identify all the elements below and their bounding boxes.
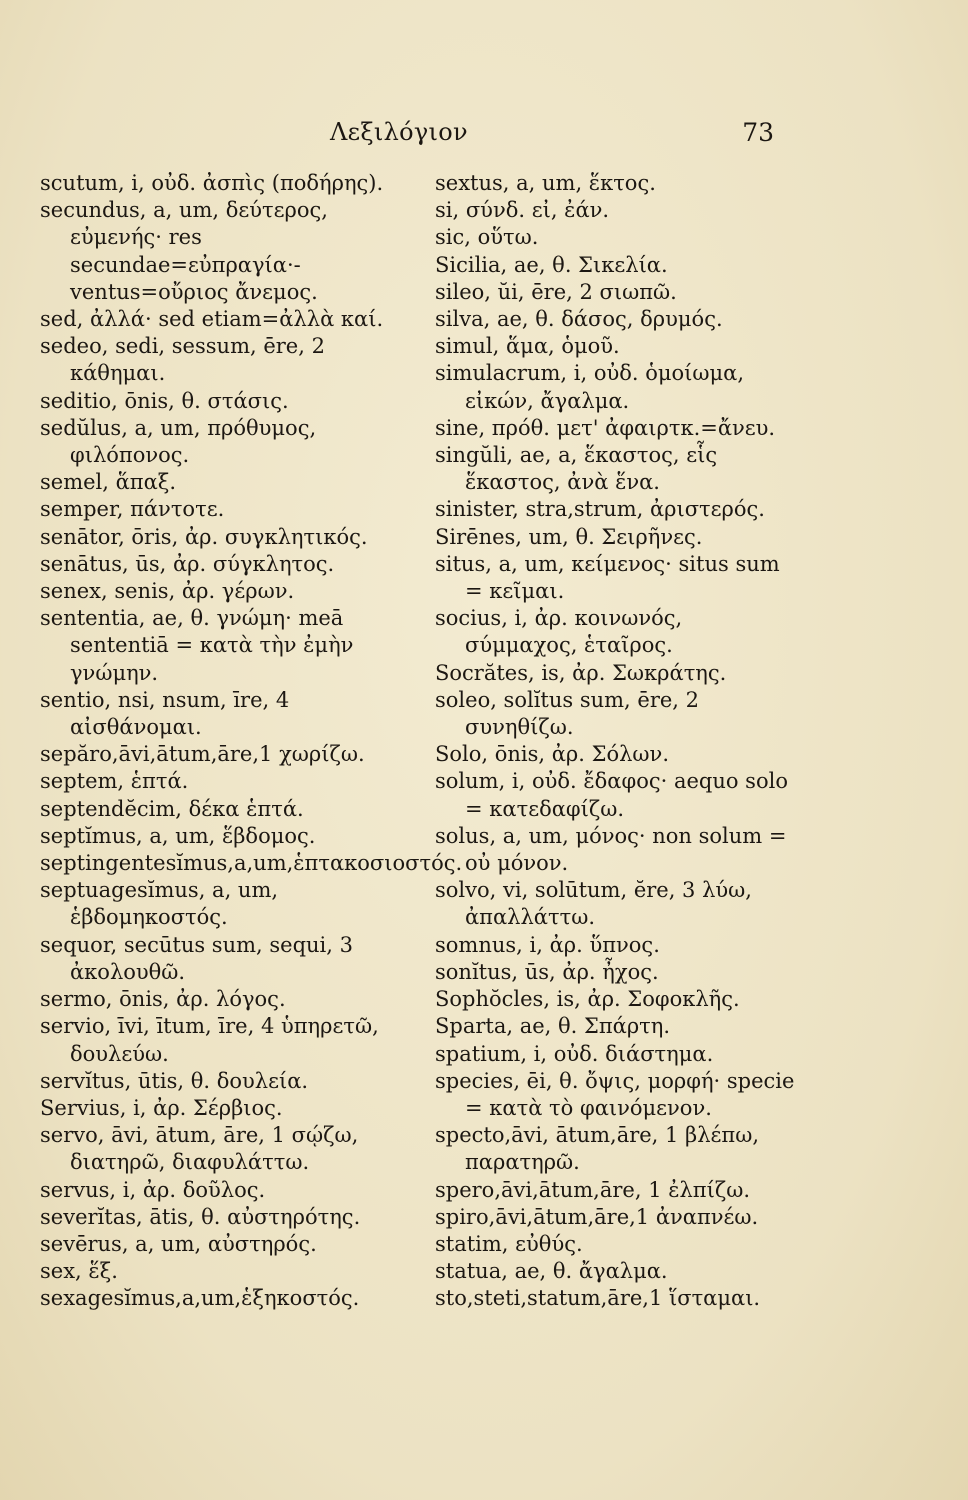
glossary-entry: senātus, ūs, ἀρ. σύγκλητος. [40,551,335,576]
glossary-entry: servio, īvi, ītum, īre, 4 ὑπηρετῶ, δουλεύω. [40,1014,379,1066]
glossary-entry: semel, ἅπαξ. [40,470,177,495]
glossary-entry: sextus, a, um, ἕκτος. [435,171,656,195]
glossary-entry: specto,āvi, ātum,āre, 1 βλέπω, παρατηρῶ. [435,1123,759,1175]
glossary-entry: species, ēi, θ. ὄψις, μορφή· specie = κατὰ τὸ φαινόμενον. [435,1068,795,1120]
glossary-entry: senex, senis, ἀρ. γέρων. [40,579,295,604]
glossary-entry: sto,steti,statum,āre,1 ἵσταμαι. [435,1286,761,1311]
glossary-entry: situs, a, um, κείμενος· situs sum = κεῖμαι. [435,551,780,604]
glossary-entry: socius, i, ἀρ. κοινωνός, σύμμαχος, ἑταῖρος. [435,606,683,658]
glossary-entry: seditio, ōnis, θ. στάσις. [40,388,289,413]
glossary-entry: solus, a, um, μόνος· non solum = οὐ μόνον. [435,823,787,876]
glossary-entry: singŭli, ae, a, ἕκαστος, εἷς ἕκαστος, ἀνὰ ἕνα. [435,443,718,495]
glossary-entry: sinister, stra,strum, ἀριστερός. [435,497,765,522]
glossary-entry: scutum, i, οὐδ. ἀσπὶς (ποδήρης). [40,171,384,195]
glossary-entry: simulacrum, i, οὐδ. ὁμοίωμα, εἰκών, ἄγαλμα. [435,361,745,413]
running-head: Λεξιλόγιον [330,118,468,146]
glossary-entry: sileo, ŭi, ēre, 2 σιωπῶ. [435,279,677,304]
glossary-entry: septendĕcim, δέκα ἑπτά. [40,796,304,821]
glossary-entry: septĭmus, a, um, ἕβδομος. [40,823,316,848]
glossary-entry: spero,āvi,ātum,āre, 1 ἐλπίζω. [435,1177,751,1202]
glossary-entry: septingentesĭmus,a,um,ἑπτακοσιοστός. [40,851,463,876]
glossary-entry: senātor, ōris, ἀρ. συγκλητικός. [40,524,368,549]
glossary-entry: Sparta, ae, θ. Σπάρτη. [435,1014,671,1039]
glossary-entry: Socrătes, is, ἀρ. Σωκράτης. [435,660,727,685]
glossary-entry: sedŭlus, a, um, πρόθυμος, φιλόπονος. [40,415,317,468]
glossary-entry: Servius, i, ἀρ. Σέρβιος. [40,1095,283,1120]
glossary-entry: sexagesĭmus,a,um,ἑξηκοστός. [40,1286,360,1311]
glossary-entry: spiro,āvi,ātum,āre,1 ἀναπνέω. [435,1204,759,1229]
glossary-entry: si, σύνδ. εἰ, ἐάν. [435,198,610,223]
glossary-entry: sevērus, a, um, αὐστηρός. [40,1231,317,1256]
glossary-entry: simul, ἅμα, ὁμοῦ. [435,334,620,359]
glossary-entry: solvo, vi, solūtum, ĕre, 3 λύω, ἀπαλλάττω. [435,878,752,930]
glossary-entry: sentio, nsi, nsum, īre, 4 αἰσθάνομαι. [40,687,290,740]
glossary-entry: soleo, solĭtus sum, ēre, 2 συνηθίζω. [435,687,699,740]
glossary-entry: statim, εὐθύς. [435,1231,583,1256]
glossary-entry: septem, ἑπτά. [40,769,189,794]
glossary-entry: Solo, ōnis, ἀρ. Σόλων. [435,742,669,767]
glossary-entry: spatium, i, οὐδ. διάστημα. [435,1041,714,1066]
glossary-entry: Sicilia, ae, θ. Σικελία. [435,252,668,277]
glossary-entry: sequor, secūtus sum, sequi, 3 ἀκολουθῶ. [40,932,353,984]
right-column [435,170,800,1350]
glossary-entry: servo, āvi, ātum, āre, 1 σῴζω, διατηρῶ, διαφυλάττω. [40,1123,359,1175]
glossary-entry: sed, ἀλλά· sed etiam=ἀλλὰ καί. [40,307,384,332]
glossary-entry: servĭtus, ūtis, θ. δουλεία. [40,1068,309,1093]
glossary-entry: sermo, ōnis, ἀρ. λόγος. [40,987,286,1012]
glossary-entry: statua, ae, θ. ἄγαλμα. [435,1259,668,1284]
glossary-entry: severĭtas, ātis, θ. αὐστηρότης. [40,1204,361,1229]
glossary-entry: sepăro,āvi,ātum,āre,1 χωρίζω. [40,742,365,767]
glossary-entry: septuagesĭmus, a, um, ἑβδομηκοστός. [40,878,279,930]
glossary-entry: Sophŏcles, is, ἀρ. Σοφοκλῆς. [435,987,740,1012]
glossary-entry: Sirēnes, um, θ. Σειρῆνες. [435,524,703,549]
glossary-entry: sic, οὕτω. [435,225,539,250]
glossary-entry: silva, ae, θ. δάσος, δρυμός. [435,307,723,332]
page-header [0,118,968,158]
glossary-entry: sententia, ae, θ. γνώμη· meā sententiā = κατὰ τὴν ἐμὴν γνώμην. [40,606,354,685]
glossary-entry: sonĭtus, ūs, ἀρ. ἦχος. [435,959,659,984]
glossary-entry: servus, i, ἀρ. δοῦλος. [40,1177,266,1202]
glossary-columns [40,170,800,1350]
glossary-entry: sine, πρόθ. μετ' ἀφαιρτκ.=ἄνευ. [435,415,776,440]
left-column [40,170,463,1350]
page-number: 73 [742,118,774,147]
glossary-entry: secundus, a, um, δεύτερος, εὐμενής· res secundae=εὐπραγία·-ventus=οὔριος ἄνεμος. [40,198,328,304]
glossary-entry: somnus, i, ἀρ. ὕπνος. [435,932,660,957]
glossary-entry: sex, ἕξ. [40,1259,118,1284]
glossary-entry: sedeo, sedi, sessum, ēre, 2 κάθημαι. [40,334,325,386]
glossary-entry: semper, πάντοτε. [40,497,225,522]
glossary-entry: solum, i, οὐδ. ἔδαφος· aequo solo = κατεδαφίζω. [435,769,788,821]
